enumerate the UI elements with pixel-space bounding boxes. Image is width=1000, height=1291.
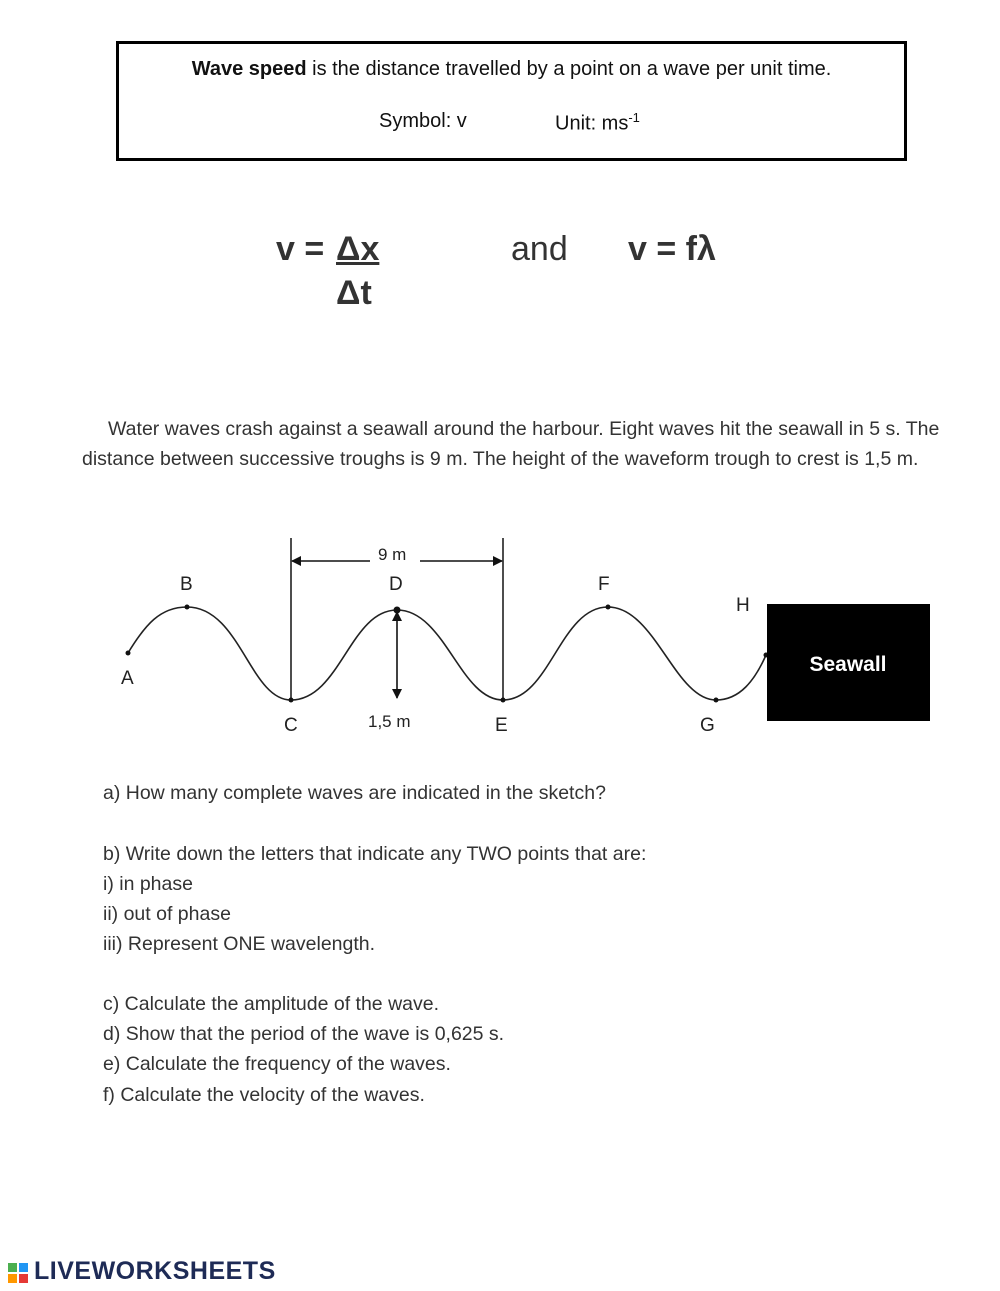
point-a-dot xyxy=(126,651,131,656)
question-d: d) Show that the period of the wave is 0,625 s. xyxy=(103,1023,505,1045)
point-b-label: B xyxy=(180,574,193,595)
question-b-ii: ii) out of phase xyxy=(103,903,231,925)
problem-text: Water waves crash against a seawall around the harbour. Eight waves hit the seawall in 5 s. The distance between successive troughs is 9 m. The height of the waveform trough to crest is 1,5 m. xyxy=(82,418,940,470)
unit-base: Unit: ms xyxy=(555,112,629,135)
definition-text xyxy=(119,58,904,81)
point-c-dot xyxy=(289,698,294,703)
wave-curve xyxy=(128,607,766,700)
unit-text xyxy=(555,110,640,136)
point-f-label: F xyxy=(598,574,610,595)
point-f-dot xyxy=(606,605,611,610)
point-g-label: G xyxy=(700,715,715,736)
formula-denominator: Δt xyxy=(336,274,372,312)
definition-box xyxy=(116,41,907,161)
formula-numerator: Δx xyxy=(336,230,380,268)
question-c: c) Calculate the amplitude of the wave. xyxy=(103,993,440,1015)
formula-and: and xyxy=(511,230,568,268)
wavelength-label: 9 m xyxy=(378,545,407,564)
problem-statement xyxy=(82,414,952,474)
point-e-label: E xyxy=(495,715,508,736)
formula-wave-equation: v = fλ xyxy=(628,230,716,268)
point-d-dot xyxy=(394,607,401,614)
logo-text: LIVEWORKSHEETS xyxy=(34,1257,276,1285)
point-h-label: H xyxy=(736,595,750,616)
question-b-i: i) in phase xyxy=(103,873,193,895)
seawall-label: Seawall xyxy=(809,653,887,676)
symbol-text: Symbol: v xyxy=(379,110,467,132)
definition-body: is the distance travelled by a point on a wave per unit time. xyxy=(306,58,832,80)
question-f: f) Calculate the velocity of the waves. xyxy=(103,1084,425,1106)
point-a-label: A xyxy=(121,668,134,689)
question-b-iii: iii) Represent ONE wavelength. xyxy=(103,933,376,955)
formula-v-equals: v = xyxy=(276,230,325,268)
wave-diagram xyxy=(0,530,1000,750)
question-a: a) How many complete waves are indicated in the sketch? xyxy=(103,782,606,804)
unit-exponent: -1 xyxy=(628,110,640,125)
logo-grid-icon xyxy=(8,1263,28,1283)
question-e: e) Calculate the frequency of the waves. xyxy=(103,1053,451,1075)
point-c-label: C xyxy=(284,715,298,736)
point-d-label: D xyxy=(389,574,403,595)
point-g-dot xyxy=(714,698,719,703)
definition-term: Wave speed xyxy=(191,58,307,80)
point-e-dot xyxy=(501,698,506,703)
point-b-dot xyxy=(185,605,190,610)
height-label: 1,5 m xyxy=(368,712,411,731)
question-b: b) Write down the letters that indicate any TWO points that are: xyxy=(103,843,647,865)
